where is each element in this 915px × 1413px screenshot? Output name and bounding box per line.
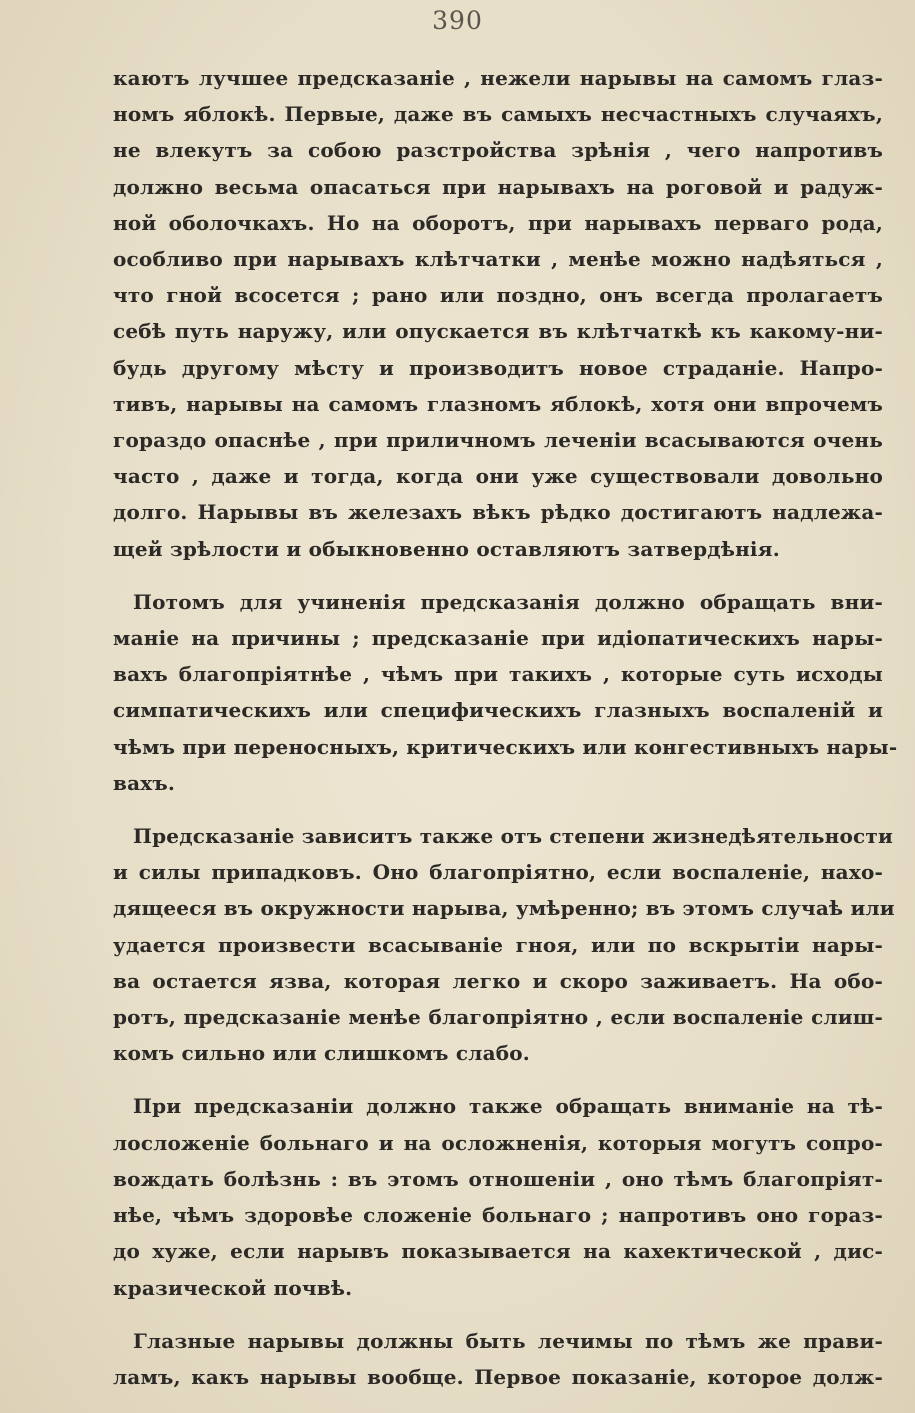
text-line: не влекутъ за собою разстройства зрѣнія , чего напротивъ <box>113 138 883 163</box>
text-line: гораздо опаснѣе , при приличномъ леченіи всасываются очень <box>113 428 883 453</box>
text-line: вахъ благопріятнѣе , чѣмъ при такихъ , которые суть исходы <box>113 662 883 687</box>
text-line: должно весьма опасаться при нарывахъ на роговой и радуж- <box>113 174 883 199</box>
text-line: долго. Нарывы въ железахъ вѣкъ рѣдко достигаютъ надлежа- <box>113 500 883 525</box>
text-line: и силы припадковъ. Оно благопріятно, если воспаленіе, нахо- <box>113 860 883 885</box>
text-line: каютъ лучшее предсказаніе , нежели нарывы на самомъ глаз- <box>113 66 883 90</box>
text-line: что гной всосется ; рано или поздно, онъ всегда пролагаетъ <box>113 283 883 308</box>
text-line: особливо при нарывахъ клѣтчатки , менѣе можно надѣяться , <box>113 247 883 272</box>
text-line: будь другому мѣсту и производитъ новое страданіе. Напро- <box>113 355 883 380</box>
text-line: номъ яблокѣ. Первые, даже въ самыхъ несчастныхъ случаяхъ, <box>113 102 883 127</box>
text-line: кразической почвѣ. <box>113 1275 353 1300</box>
text-line: чѣмъ при переносныхъ, критическихъ или конгестивныхъ нары- <box>113 734 898 759</box>
paragraph <box>113 584 898 801</box>
text-line: удается произвести всасываніе гноя, или по вскрытіи нары- <box>113 932 883 957</box>
text-line: ротъ, предсказаніе менѣе благопріятно , если воспаленіе слиш- <box>113 1005 883 1030</box>
text-line: до хуже, если нарывъ показывается на кахектической , дис- <box>113 1239 883 1264</box>
text-line: ной оболочкахъ. Но на оборотъ, при нарывахъ перваго рода, <box>113 210 883 235</box>
page-number: 390 <box>432 6 483 35</box>
text-line: вахъ. <box>113 770 176 795</box>
text-line: себѣ путь наружу, или опускается въ клѣтчаткѣ къ какому-ни- <box>113 319 883 344</box>
paragraph <box>113 818 895 1071</box>
body-text <box>113 60 898 1395</box>
text-line: Глазные нарывы должны быть лечимы по тѣмъ же прави- <box>133 1328 883 1353</box>
paragraph <box>113 60 883 567</box>
text-line: Потомъ для учиненія предсказанія должно обращать вни- <box>133 589 883 614</box>
text-line: щей зрѣлости и обыкновенно оставляютъ затвердѣнія. <box>113 536 780 561</box>
text-line: комъ сильно или слишкомъ слабо. <box>113 1041 530 1066</box>
paragraph <box>113 1088 883 1305</box>
text-line: тивъ, нарывы на самомъ глазномъ яблокѣ, хотя они впрочемъ <box>113 391 883 416</box>
text-line: Предсказаніе зависитъ также отъ степени жизнедѣятельности <box>133 824 894 849</box>
text-line: маніе на причины ; предсказаніе при идіопатическихъ нары- <box>113 626 883 651</box>
text-line: вождать болѣзнь : въ этомъ отношеніи , оно тѣмъ благопріят- <box>113 1166 883 1191</box>
text-line: ва остается язва, которая легко и скоро заживаетъ. На обо- <box>113 968 883 993</box>
text-line: нѣе, чѣмъ здоровѣе сложеніе больнаго ; напротивъ оно гораз- <box>113 1203 883 1228</box>
text-line: часто , даже и тогда, когда они уже существовали довольно <box>113 464 883 489</box>
paragraph <box>113 1323 883 1395</box>
text-line: симпатическихъ или специфическихъ глазныхъ воспаленій и <box>113 698 883 723</box>
text-line: При предсказаніи должно также обращать вниманіе на тѣ- <box>133 1094 883 1119</box>
text-line: лосложеніе больнаго и на осложненія, которыя могутъ сопро- <box>113 1130 883 1155</box>
text-line: ламъ, какъ нарывы вообще. Первое показаніе, которое долж- <box>113 1364 883 1389</box>
text-line: дящееся въ окружности нарыва, умѣренно; въ этомъ случаѣ или <box>113 896 895 921</box>
